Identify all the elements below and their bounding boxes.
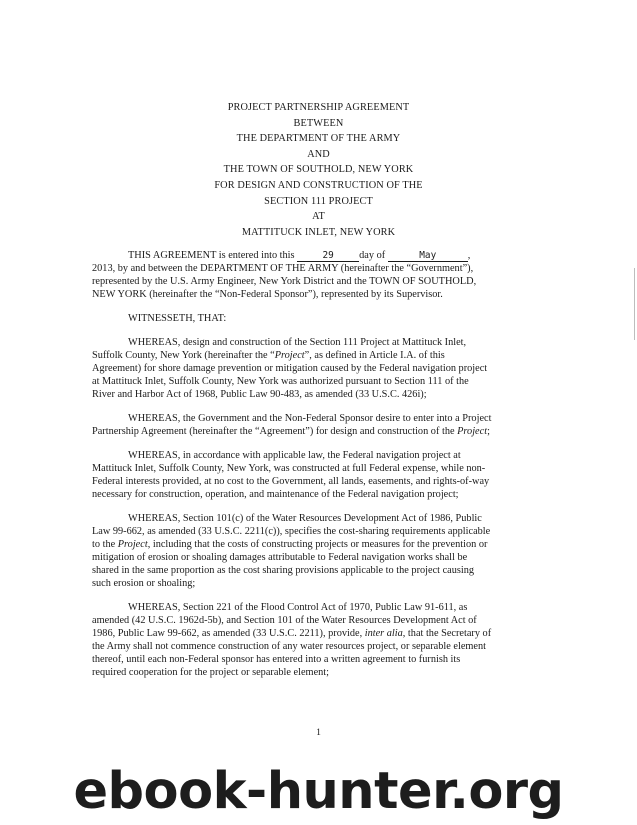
paragraph-line: the Army shall not commence construction of any water resources project, or separable element xyxy=(92,641,486,652)
title-line: SECTION 111 PROJECT xyxy=(264,195,373,207)
title-line: BETWEEN xyxy=(293,117,344,129)
italic-term: Project xyxy=(457,426,488,437)
agreement-line: 2013, by and between the DEPARTMENT OF THE ARMY (hereinafter the “Government”), xyxy=(92,263,474,274)
whereas-paragraph xyxy=(92,512,540,590)
title-line: THE DEPARTMENT OF THE ARMY xyxy=(236,133,401,145)
paragraph-line: Agreement) for shore damage prevention or mitigation caused by the Federal navigation project xyxy=(92,363,488,374)
title-line: THE TOWN OF SOUTHOLD, NEW YORK xyxy=(223,164,414,176)
agreement-line: represented by the U.S. Army Engineer, New York District and the TOWN OF SOUTHOLD, xyxy=(92,276,477,287)
paragraph-line: amended (42 U.S.C. 1962d-5b), and Section 101 of the Water Resources Development Act of xyxy=(92,615,477,626)
title-line: PROJECT PARTNERSHIP AGREEMENT xyxy=(227,102,410,113)
paragraph-line: necessary for construction, operation, and maintenance of the Federal navigation project; xyxy=(92,489,459,500)
paragraph-line: River and Harbor Act of 1968, Public Law 90-483, as amended (33 U.S.C. 426i); xyxy=(92,389,427,400)
italic-term: Project xyxy=(117,539,148,550)
paragraph-line xyxy=(92,627,540,640)
paragraph-line: WHEREAS, the Government and the Non-Federal Sponsor desire to enter into a Project xyxy=(128,413,492,424)
text-run: 1986, Public Law 99-662, as amended (33 U.S.C. 2211), provide, xyxy=(92,628,365,639)
title-line: FOR DESIGN AND CONSTRUCTION OF THE xyxy=(214,179,423,191)
paragraph-line xyxy=(92,538,540,551)
italic-term: Project xyxy=(274,350,305,361)
paragraph-line: WHEREAS, design and construction of the Section 111 Project at Mattituck Inlet, xyxy=(128,337,467,348)
document-body xyxy=(92,249,540,679)
text-run: to the xyxy=(92,539,118,550)
paragraph-line: shared in the same proportion as the cost sharing provisions applicable to the project causing xyxy=(92,565,475,576)
paragraph-line: mitigation of erosion or shoaling damages attributable to Federal navigation works shall be xyxy=(92,552,468,563)
text-run: ”, as defined in Article I.A. of this xyxy=(304,350,445,361)
paragraph-line xyxy=(92,425,540,438)
text-run: Partnership Agreement (hereinafter the “Agreement”) for design and construction of the xyxy=(92,426,458,437)
text-run: Suffolk County, New York (hereinafter the “ xyxy=(92,350,275,361)
agreement-text: , xyxy=(467,250,471,261)
month-field: May xyxy=(388,250,468,262)
whereas-paragraph xyxy=(92,449,540,501)
paragraph-line: WHEREAS, in accordance with applicable law, the Federal navigation project at xyxy=(128,450,461,461)
paragraph-line: WHEREAS, Section 221 of the Flood Control Act of 1970, Public Law 91-611, as xyxy=(128,602,468,613)
text-run: , including that the costs of constructing projects or measures for the prevention or xyxy=(147,539,488,550)
witnesseth-heading: WITNESSETH, THAT: xyxy=(128,313,227,324)
agreement-text: THIS AGREEMENT is entered into this xyxy=(128,250,295,261)
agreement-line: NEW YORK (hereinafter the “Non-Federal Sponsor”), represented by its Supervisor. xyxy=(92,289,443,300)
agreement-paragraph xyxy=(92,249,540,301)
paragraph-line: such erosion or shoaling; xyxy=(92,578,196,589)
title-line: AND xyxy=(307,148,330,160)
day-field: 29 xyxy=(297,250,359,262)
whereas-paragraph xyxy=(92,412,540,438)
watermark: ebook-hunter.org xyxy=(73,762,564,821)
paragraph-line: Mattituck Inlet, Suffolk County, New York, was constructed at full Federal expense, while non- xyxy=(92,463,486,474)
agreement-text: day of xyxy=(359,250,386,261)
paragraph-line: at Mattituck Inlet, Suffolk County, New York was authorized pursuant to Section 111 of the xyxy=(92,376,469,387)
paragraph-line: thereof, until each non-Federal sponsor has entered into a written agreement to furnish its xyxy=(92,654,461,665)
page-number: 1 xyxy=(316,727,321,738)
title-line: MATTITUCK INLET, NEW YORK xyxy=(241,226,396,238)
paragraph-line: WHEREAS, Section 101(c) of the Water Resources Development Act of 1986, Public xyxy=(128,513,482,524)
paragraph-line: Law 99-662, as amended (33 U.S.C. 2211(c)), specifies the cost-sharing requirements applicable xyxy=(92,526,491,537)
paragraph-line xyxy=(92,349,540,362)
whereas-paragraph xyxy=(92,601,540,679)
text-run: ; xyxy=(487,426,490,437)
document-title xyxy=(0,100,637,240)
paragraph-line: Federal interests provided, at no cost to the Government, all lands, easements, and rights-of-way xyxy=(92,476,490,487)
text-run: , that the Secretary of xyxy=(402,628,492,639)
paragraph-line: required cooperation for the project or separable element; xyxy=(92,667,330,678)
agreement-line xyxy=(92,249,540,262)
title-line: AT xyxy=(312,211,325,223)
scan-edge-mark xyxy=(634,268,635,340)
italic-term: inter alia xyxy=(364,628,403,639)
whereas-paragraph xyxy=(92,336,540,401)
